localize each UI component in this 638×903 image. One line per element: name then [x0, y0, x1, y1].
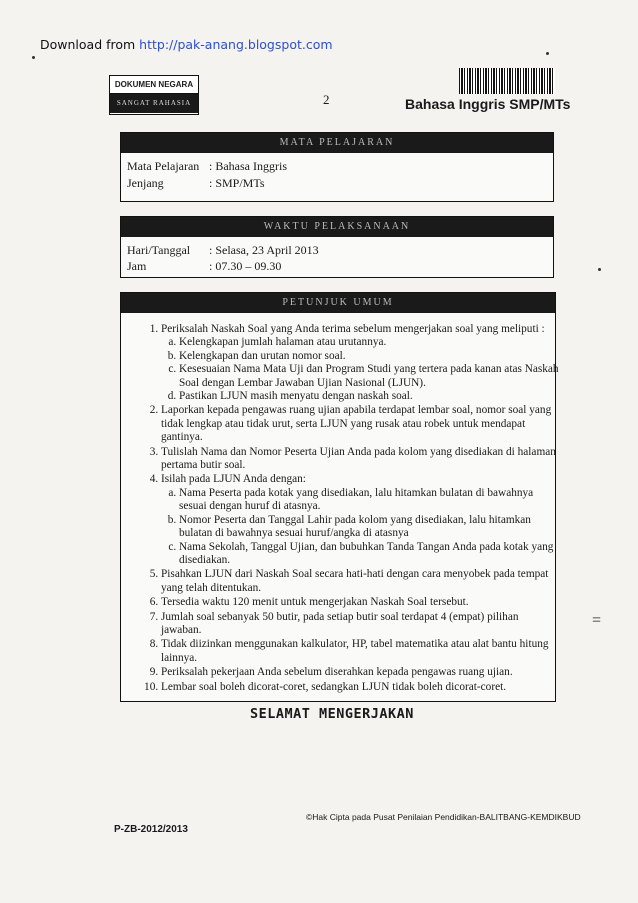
list-item: 6. Tersedia waktu 120 menit untuk mengerjakan Naskah Soal tersebut. — [161, 596, 561, 609]
scan-speck — [546, 52, 549, 55]
subject-header: Bahasa Inggris SMP/MTs — [405, 96, 571, 112]
row-label: Mata Pelajaran — [127, 159, 200, 173]
sub-item: b. Kelengkapan dan urutan nomor soal. — [179, 350, 561, 363]
list-item: 3. Tulislah Nama dan Nomor Peserta Ujian Anda pada kolom yang disediakan di halaman pertama butir soal. — [161, 446, 561, 473]
barcode-icon — [459, 68, 555, 94]
list-item: 10. Lembar soal boleh dicorat-coret, sedangkan LJUN tidak boleh dicorat-coret. — [161, 681, 561, 694]
scan-speck — [32, 56, 35, 59]
download-banner — [40, 37, 333, 52]
subject-box — [120, 132, 554, 202]
sub-item: c. Kesesuaian Nama Mata Uji dan Program Studi yang tertera pada kanan atas Naskah Soal dengan Lembar Jawaban Ujian Nasional (LJUN). — [179, 363, 561, 390]
sub-list — [161, 487, 561, 567]
sub-list — [161, 336, 561, 403]
list-item — [161, 323, 561, 403]
row-label: Jenjang — [127, 176, 164, 190]
schedule-box-title: WAKTU PELAKSANAAN — [121, 217, 553, 237]
badge-bottom: SANGAT RAHASIA — [110, 94, 198, 113]
instruction-list — [139, 323, 561, 695]
list-item: 2. Laporkan kepada pengawas ruang ujian apabila terdapat lembar soal, nomor soal yang tidak lengkap atau tidak urut, serta LJUN yang rusak atau robek untuk mendapat gantinya. — [161, 404, 561, 444]
row-value: : SMP/MTs — [209, 176, 265, 190]
row-value: : Bahasa Inggris — [209, 159, 287, 173]
row-value: : Selasa, 23 April 2013 — [209, 243, 319, 257]
page-number: 2 — [323, 92, 330, 107]
list-item: 5. Pisahkan LJUN dari Naskah Soal secara hati-hati dengan cara menyobek pada tempat yang telah ditentukan. — [161, 568, 561, 595]
sub-item: d. Pastikan LJUN masih menyatu dengan naskah soal. — [179, 390, 561, 403]
list-item: 8. Tidak diizinkan menggunakan kalkulator, HP, tabel matematika atau alat bantu hitung lainnya. — [161, 638, 561, 665]
closing-message: SELAMAT MENGERJAKAN — [250, 706, 414, 722]
document-code: P-ZB-2012/2013 — [114, 824, 188, 835]
sub-item: c. Nama Sekolah, Tanggal Ujian, dan bubuhkan Tanda Tangan Anda pada kotak yang disediakan. — [179, 541, 561, 568]
document-classification-badge — [109, 75, 199, 115]
list-item — [161, 473, 561, 567]
copyright-notice: ©Hak Cipta pada Pusat Penilaian Pendidikan-BALITBANG-KEMDIKBUD — [306, 812, 581, 822]
instructions-box — [120, 292, 559, 702]
download-prefix: Download from — [40, 37, 140, 52]
list-item: 9. Periksalah pekerjaan Anda sebelum diserahkan kepada pengawas ruang ujian. — [161, 666, 561, 679]
margin-mark: = — [592, 612, 602, 629]
item-text: Isilah pada LJUN Anda dengan: — [161, 473, 306, 486]
row-label: Jam — [127, 259, 147, 273]
instructions-box-title: PETUNJUK UMUM — [121, 293, 555, 313]
schedule-box — [120, 216, 554, 278]
row-value: : 07.30 – 09.30 — [209, 259, 282, 273]
row-label: Hari/Tanggal — [127, 243, 191, 257]
list-item: 7. Jumlah soal sebanyak 50 butir, pada setiap butir soal terdapat 4 (empat) pilihan jawaban. — [161, 611, 561, 638]
badge-top: DOKUMEN NEGARA — [110, 76, 198, 94]
sub-item: a. Kelengkapan jumlah halaman atau urutannya. — [179, 336, 561, 349]
download-link[interactable]: http://pak-anang.blogspot.com — [139, 37, 333, 52]
sub-item: b. Nomor Peserta dan Tanggal Lahir pada kolom yang disediakan, lalu hitamkan bulatan di bawahnya sesuai huruf/angka di atasnya — [179, 514, 561, 541]
scan-speck — [598, 268, 601, 271]
sub-item: a. Nama Peserta pada kotak yang disediakan, lalu hitamkan bulatan di bawahnya sesuai dengan huruf di atasnya. — [179, 487, 561, 514]
item-text: Periksalah Naskah Soal yang Anda terima sebelum mengerjakan soal yang meliputi : — [161, 323, 545, 335]
subject-box-title: MATA PELAJARAN — [121, 133, 553, 153]
